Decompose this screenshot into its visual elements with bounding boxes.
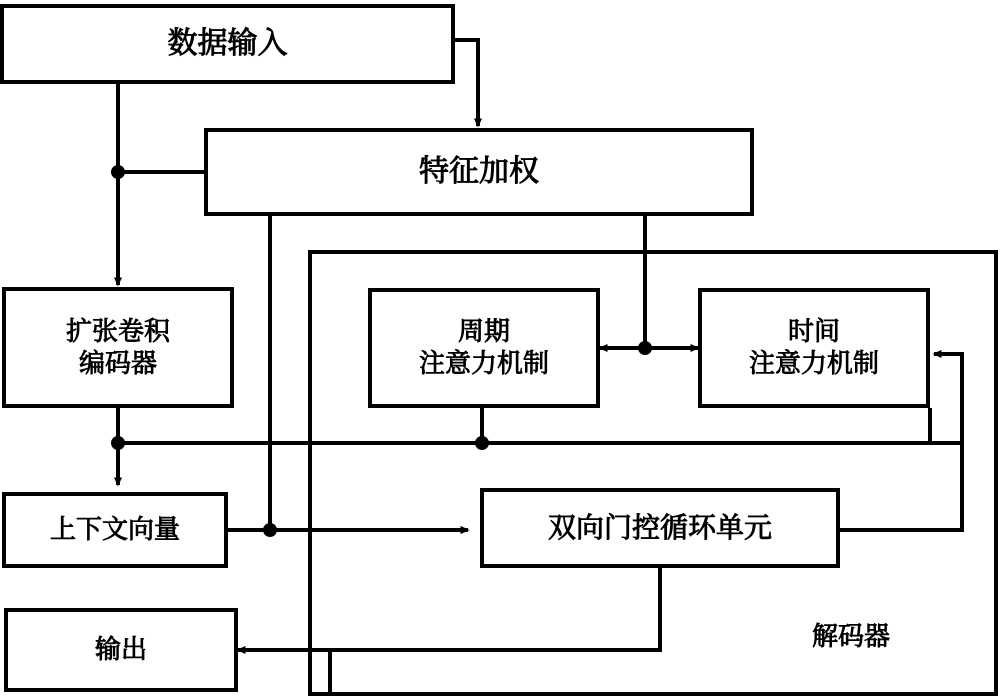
node-bigru[interactable]: 双向门控循环单元: [480, 488, 840, 568]
node-output[interactable]: 输出: [4, 608, 238, 692]
node-dilated-conv-encoder[interactable]: 扩张卷积 编码器: [2, 287, 234, 408]
group-label-decoder: 解码器: [812, 621, 891, 651]
node-feature-weighting[interactable]: 特征加权: [204, 128, 754, 216]
node-data-input[interactable]: 数据输入: [0, 4, 455, 84]
node-period-attention[interactable]: 周期 注意力机制: [368, 288, 600, 408]
node-context-vector[interactable]: 上下文向量: [2, 492, 228, 568]
node-time-attention[interactable]: 时间 注意力机制: [698, 288, 930, 408]
